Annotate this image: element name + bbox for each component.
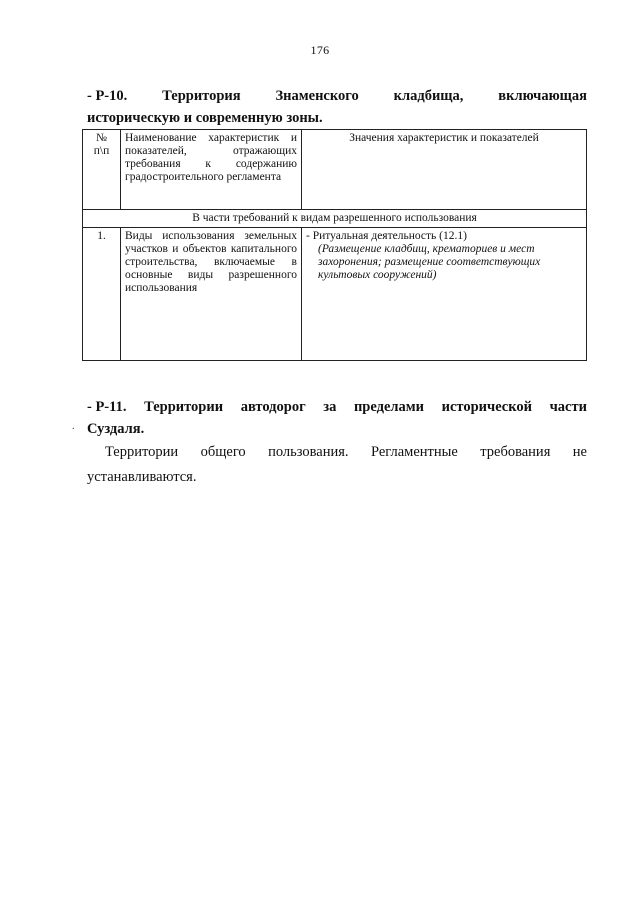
row-value-note: (Размещение кладбищ, крематориев и мест захоронения; размещение соответствующих культовых сооружений) bbox=[318, 243, 541, 281]
heading-word: Знаменского bbox=[275, 88, 359, 104]
body-word: пользования. bbox=[268, 444, 349, 460]
heading-word: кладбища, bbox=[393, 88, 464, 104]
header-number: № п\п bbox=[83, 130, 121, 210]
heading-word: части bbox=[549, 399, 587, 415]
heading-p10-line2: историческую и современную зоны. bbox=[87, 110, 323, 126]
heading-word: исторической bbox=[441, 399, 533, 415]
header-value: Значения характеристик и показателей bbox=[302, 130, 587, 210]
body-line2: устанавливаются. bbox=[87, 469, 197, 485]
heading-word: включающая bbox=[498, 88, 587, 104]
table-row bbox=[83, 228, 587, 361]
body-word: Территории bbox=[105, 444, 179, 460]
section-heading-p11 bbox=[87, 396, 587, 440]
table-section-row bbox=[83, 210, 587, 228]
body-word: Регламентные bbox=[370, 444, 458, 460]
heading-word: Территория bbox=[162, 88, 241, 104]
heading-word: за bbox=[323, 399, 337, 415]
page-number: 176 bbox=[310, 43, 330, 57]
body-paragraph bbox=[87, 440, 587, 490]
heading-p10-line1 bbox=[87, 85, 587, 107]
table-header-row bbox=[83, 130, 587, 210]
body-line1 bbox=[87, 440, 587, 465]
body-word: не bbox=[572, 444, 587, 460]
scan-speck: . bbox=[72, 421, 75, 432]
row-value bbox=[302, 228, 587, 361]
regulation-table bbox=[82, 129, 587, 361]
row-number: 1. bbox=[83, 228, 121, 361]
heading-word: пределами bbox=[353, 399, 425, 415]
header-name: Наименование характеристик и показателей, отражающих требования к содержанию градостроительного регламента bbox=[121, 130, 302, 210]
section-row-label: В части требований к видам разрешенного использования bbox=[83, 210, 587, 228]
row-value-item: - Ритуальная деятельность (12.1) bbox=[306, 230, 467, 242]
heading-word: Территории bbox=[144, 399, 224, 415]
body-word: требования bbox=[480, 444, 551, 460]
heading-p11-line1 bbox=[87, 396, 587, 418]
body-word: общего bbox=[200, 444, 246, 460]
row-name: Виды использования земельных участков и объектов капитального строительства, включаемые в основные виды разрешенного использования bbox=[121, 228, 302, 361]
section-heading-p10 bbox=[87, 85, 587, 129]
heading-word: - Р-10. bbox=[87, 88, 128, 104]
heading-word: - Р-11. bbox=[87, 399, 127, 415]
heading-word: автодорог bbox=[240, 399, 306, 415]
heading-p11-line2: Суздаля. bbox=[87, 421, 145, 437]
